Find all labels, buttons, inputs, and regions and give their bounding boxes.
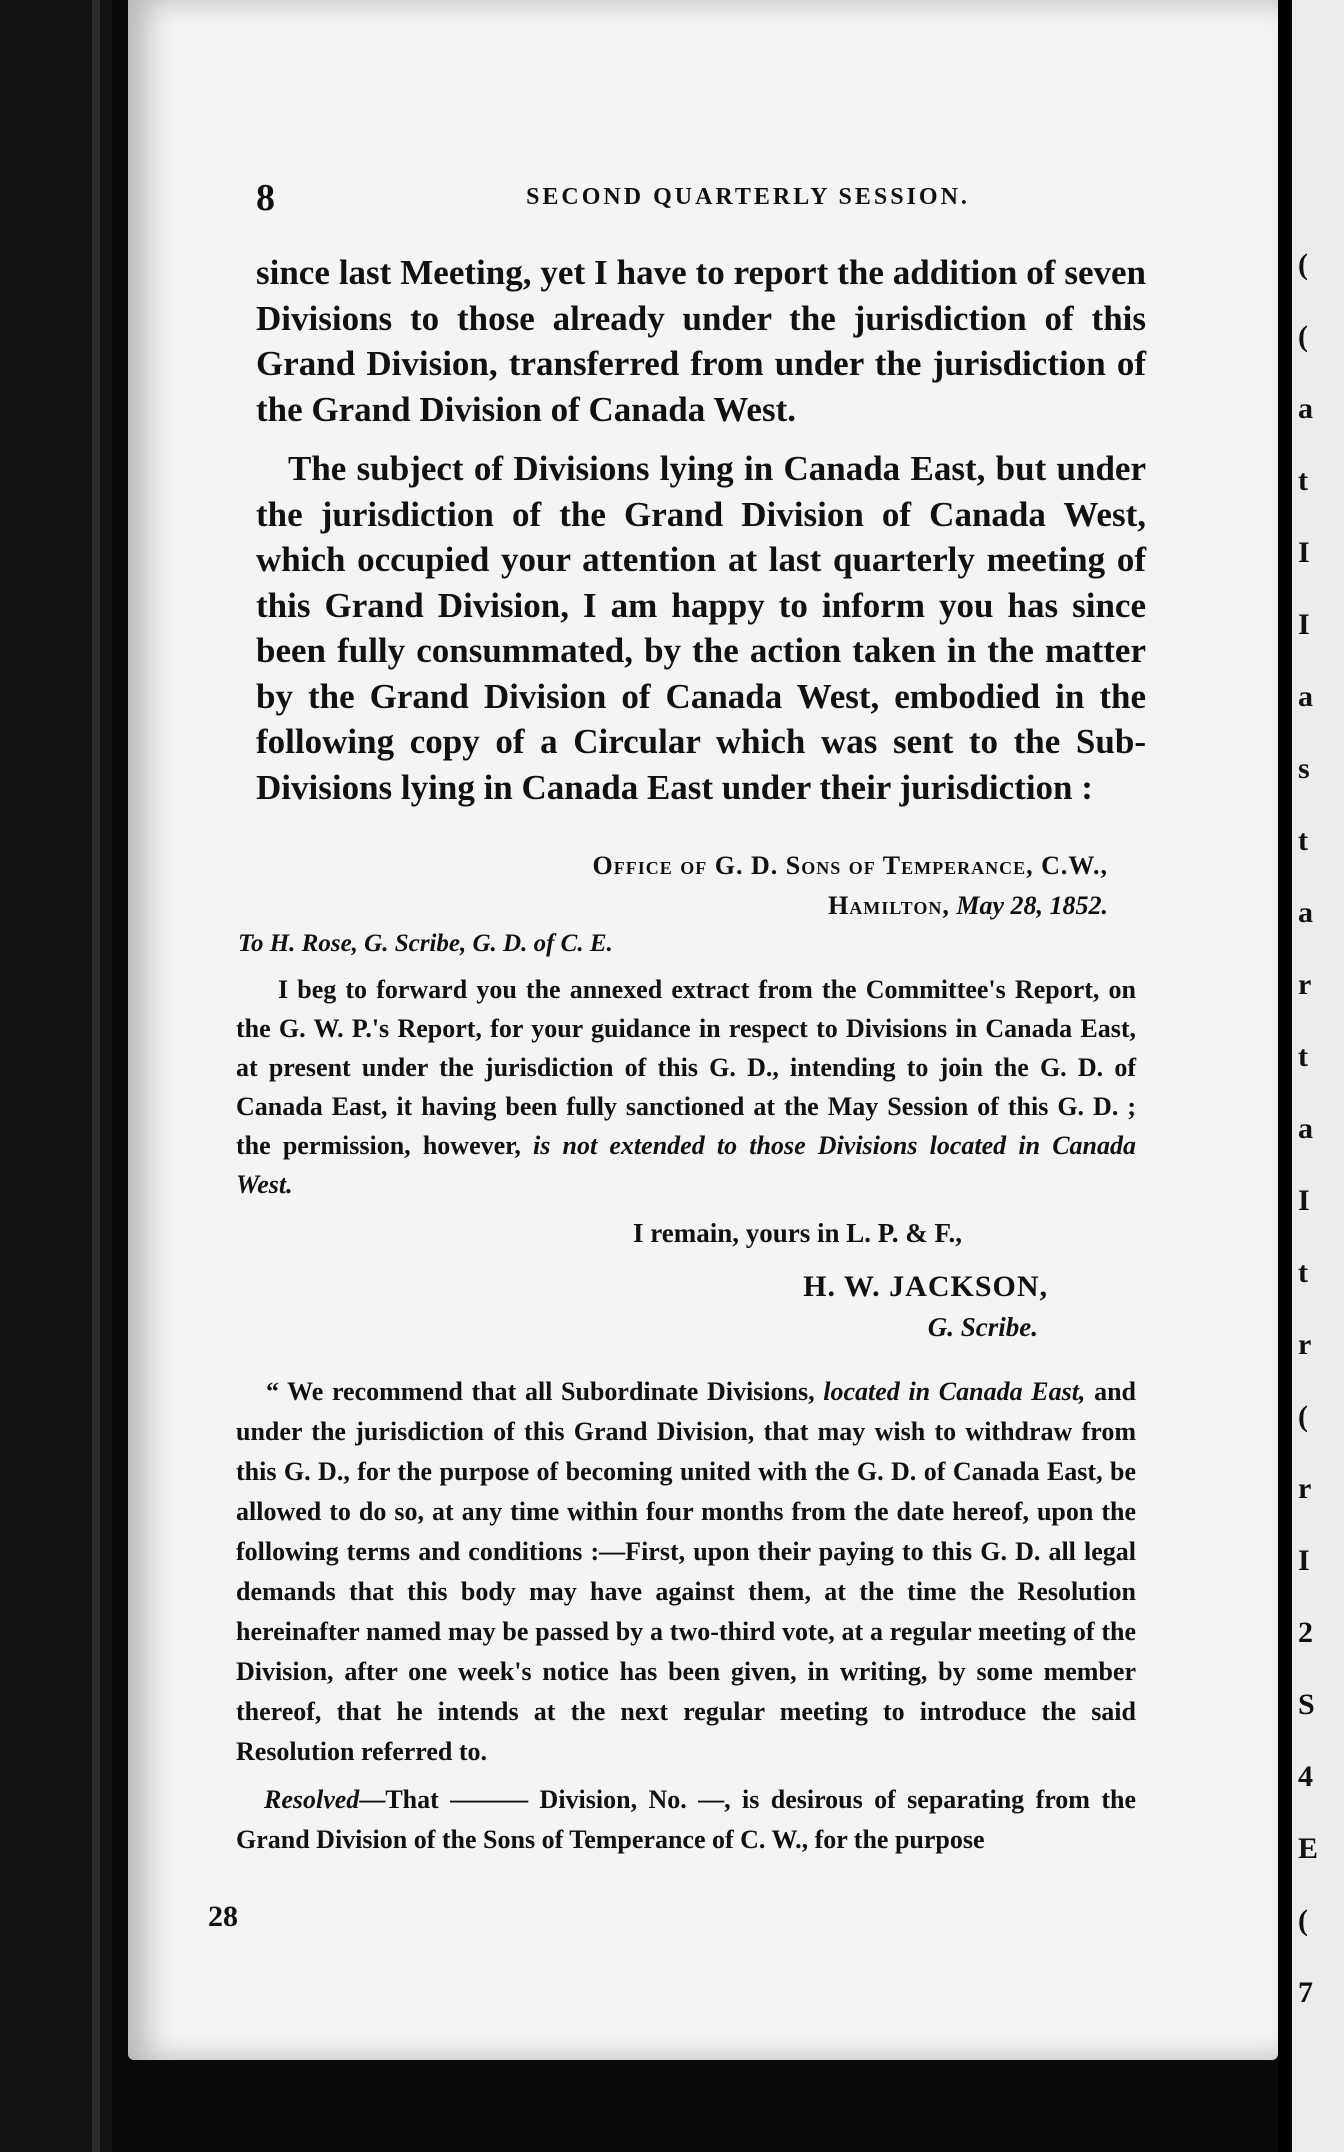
letter-city: Hamilton, bbox=[828, 891, 950, 920]
letter-office-line: Office of G. D. Sons of Temperance, C.W., bbox=[592, 851, 1108, 880]
next-page-fragment: t bbox=[1298, 824, 1308, 857]
resolved-text: —That ——— Division, No. —, is desirous of separating from the Grand Division of the Sons of Temperance of C. W., for the purpose bbox=[236, 1785, 1136, 1854]
letter-signer-title: G. Scribe. bbox=[927, 1312, 1038, 1342]
quote-rest: and under the jurisdiction of this Grand Division, that may wish to withdraw from this G. D., for the purpose of becoming united with the G. D. of Canada East, be allowed to do so, at any time within four months from the date hereof, upon the following terms and conditions :—First, upon their paying to this G. D. all legal demands that this body may have against them, at the time the Resolution hereinafter named may be passed by a two-third vote, at a regular meeting of the Division, after one week's notice has been given, in writing, by some member thereof, that he intends at the next regular meeting to introduce the said Resolution referred to. bbox=[236, 1377, 1136, 1766]
next-page-fragment: S bbox=[1298, 1688, 1315, 1721]
next-page-fragment: ( bbox=[1298, 320, 1308, 353]
next-page-fragment: s bbox=[1298, 752, 1310, 785]
printer-signature-mark: 28 bbox=[208, 1900, 238, 1933]
letter-signer: H. W. JACKSON, bbox=[803, 1270, 1048, 1303]
quote-located: located in Canada East, bbox=[823, 1377, 1086, 1406]
letter-place-date bbox=[593, 886, 1108, 926]
resolved-label: Resolved bbox=[264, 1785, 360, 1814]
next-page-fragment: t bbox=[1298, 1040, 1308, 1073]
next-page-fragment: I bbox=[1298, 608, 1310, 641]
next-page-fragment: t bbox=[1298, 1256, 1308, 1289]
quote-open: “ We recommend that all Subordinate Divisions, bbox=[266, 1377, 815, 1406]
resolution-text bbox=[236, 1780, 1136, 1860]
next-page-fragment: ( bbox=[1298, 248, 1308, 281]
next-page-fragment: E bbox=[1298, 1832, 1319, 1865]
next-page-fragment: a bbox=[1298, 896, 1313, 929]
next-page-fragment: a bbox=[1298, 392, 1313, 425]
letter-body bbox=[236, 970, 1136, 1204]
next-page-fragment: I bbox=[1298, 536, 1310, 569]
next-page-fragment: ( bbox=[1298, 1904, 1308, 1937]
letter-body-italic: is not extended to those Divisions located in Canada West. bbox=[236, 1131, 1137, 1199]
binding-edge bbox=[92, 0, 100, 2152]
next-page-fragment: t bbox=[1298, 464, 1308, 497]
next-page-fragment: a bbox=[1298, 680, 1313, 713]
next-page-edge bbox=[1292, 0, 1344, 2152]
body-paragraph-1: since last Meeting, yet I have to report the addition of seven Divisions to those already under the jurisdiction of this Grand Division, transferred from under the jurisdiction of the Grand Division of Canada West. bbox=[256, 253, 1146, 429]
next-page-fragment: I bbox=[1298, 1184, 1310, 1217]
book-page bbox=[128, 0, 1278, 2060]
next-page-fragment: a bbox=[1298, 1112, 1313, 1145]
next-page-fragment: 2 bbox=[1298, 1616, 1313, 1649]
next-page-fragment: 7 bbox=[1298, 1976, 1313, 2009]
next-page-fragment: r bbox=[1298, 1328, 1312, 1361]
page-content bbox=[128, 0, 1278, 2060]
page-gutter bbox=[1278, 0, 1292, 2152]
next-page-fragment: 4 bbox=[1298, 1760, 1313, 1793]
letter-body-text: I beg to forward you the annexed extract from the Committee's Report, on the G. W. P.'s Report, for your guidance in respect to Divisions in Canada East, at present under the jurisdiction of this G. D., intending to join the G. D. of Canada East, it having been fully sanctioned at the May Session of this G. D. ; the permission, however, bbox=[236, 975, 1136, 1160]
letter-closing: I remain, yours in L. P. & F., bbox=[633, 1218, 963, 1248]
next-page-fragment: r bbox=[1298, 968, 1312, 1001]
body-paragraph-2: The subject of Divisions lying in Canada East, but under the jurisdiction of the Grand Division of Canada West, which occupied your attention at last quarterly meeting of this Grand Division, I am happy to inform you has since been fully consummated, by the action taken in the matter by the Grand Division of Canada West, embodied in the following copy of a Circular which was sent to the Sub-Divisions lying in Canada East under their jurisdiction : bbox=[256, 449, 1146, 807]
letter-date: May 28, 1852. bbox=[956, 891, 1108, 920]
running-head: SECOND QUARTERLY SESSION. bbox=[526, 184, 970, 210]
letter-dateline bbox=[593, 846, 1108, 926]
next-page-fragment: I bbox=[1298, 1544, 1310, 1577]
next-page-fragment: r bbox=[1298, 1472, 1312, 1505]
committee-extract bbox=[236, 1372, 1136, 1772]
letter-salutation: To H. Rose, G. Scribe, G. D. of C. E. bbox=[238, 930, 613, 957]
next-page-fragment: ( bbox=[1298, 1400, 1308, 1433]
page-number: 8 bbox=[256, 177, 275, 219]
book-binding bbox=[0, 0, 112, 2152]
